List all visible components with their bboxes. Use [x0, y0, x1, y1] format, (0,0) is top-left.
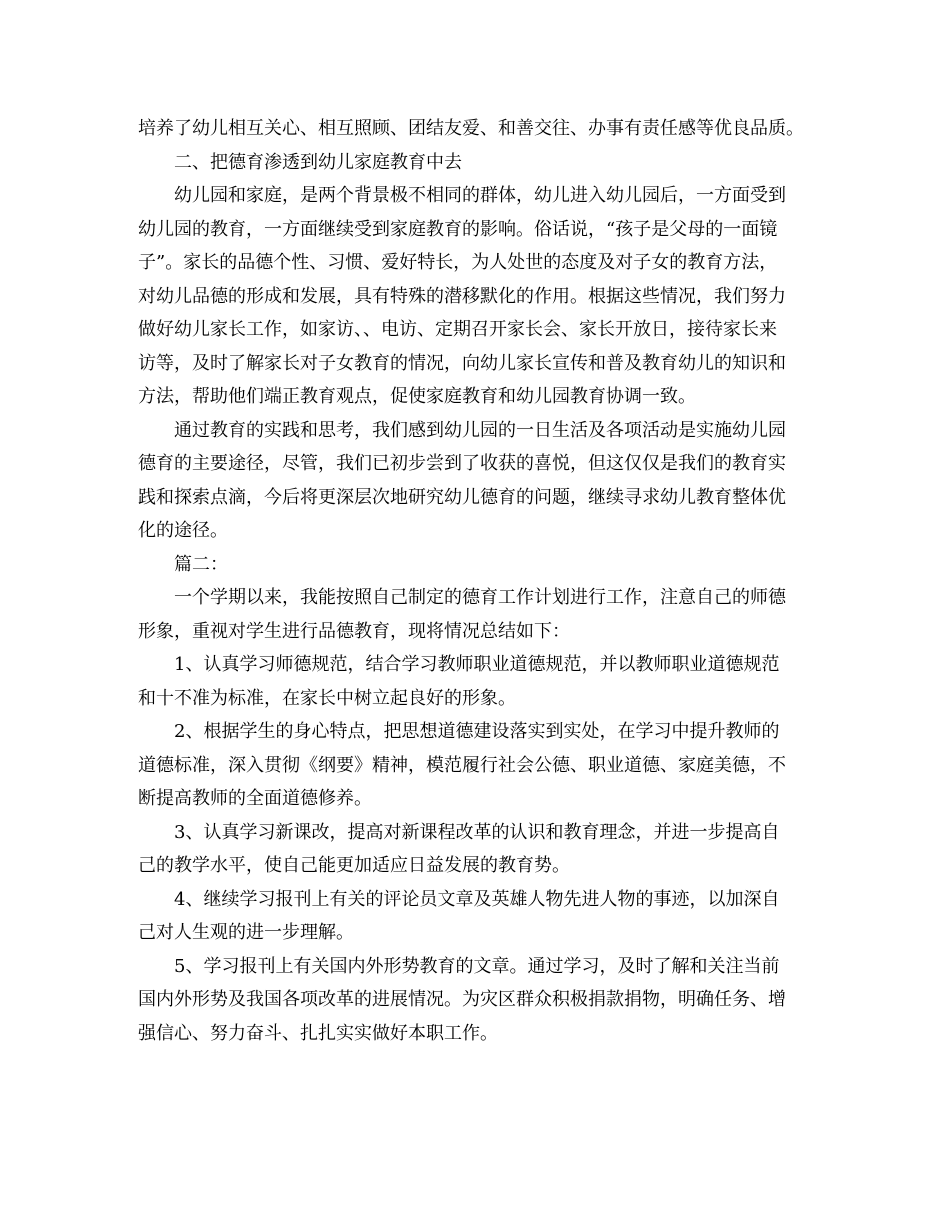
text-line: 篇二： [174, 553, 228, 575]
paragraph [138, 146, 818, 180]
paragraph [138, 715, 818, 816]
paragraph [138, 179, 818, 414]
text-line: 1、认真学习师德规范，结合学习教师职业道德规范，并以教师职业道德规范 [174, 654, 780, 675]
document-page [138, 112, 818, 1050]
text-line: 化的途径。 [138, 520, 228, 541]
paragraph [138, 816, 818, 883]
text-line: 道德标准，深入贯彻《纲要》精神，模范履行社会公德、职业道德、家庭美德，不 [138, 754, 786, 776]
text-line: 子”。家长的品德个性、习惯、爱好特长，为人处世的态度及对子女的教育方法， [138, 252, 778, 273]
paragraph [138, 648, 818, 715]
text-line: 方法，帮助他们端正教育观点，促使家庭教育和幼儿园教育协调一致。 [138, 386, 696, 407]
text-line: 形象，重视对学生进行品德教育，现将情况总结如下： [138, 620, 570, 642]
paragraph [138, 581, 818, 648]
text-line: 己的教学水平，使自己能更加适应日益发展的教育势。 [138, 855, 570, 876]
text-line: 做好幼儿家长工作，如家访、、电访、定期召开家长会、家长开放日，接待家长来 [138, 319, 777, 340]
text-line: 二、把德育渗透到幼儿家庭教育中去 [174, 151, 462, 173]
text-line: 德育的主要途径，尽管，我们已初步尝到了收获的喜悦，但这仅仅是我们的教育实 [138, 453, 786, 474]
text-line: 强信心、努力奋斗、扎扎实实做好本职工作。 [138, 1022, 498, 1044]
text-line: 2、根据学生的身心特点，把思想道德建设落实到实处，在学习中提升教师的 [174, 721, 780, 742]
text-line: 5、学习报刊上有关国内外形势教育的文章。通过学习，及时了解和关注当前 [174, 955, 780, 977]
text-line: 访等，及时了解家长对子女教育的情况，向幼儿家长宣传和普及教育幼儿的知识和 [138, 352, 786, 374]
text-line: 践和探索点滴，今后将更深层次地研究幼儿德育的问题，继续寻求幼儿教育整体优 [138, 486, 786, 508]
text-line: 断提高教师的全面道德修养。 [138, 788, 372, 809]
text-line: 国内外形势及我国各项改革的进展情况。为灾区群众积极捐款捐物，明确任务、增 [138, 989, 786, 1010]
paragraph [138, 414, 818, 548]
paragraph [138, 883, 818, 950]
text-line: 通过教育的实践和思考，我们感到幼儿园的一日生活及各项活动是实施幼儿园 [174, 419, 786, 441]
paragraph [138, 950, 818, 1051]
text-line: 培养了幼儿相互关心、相互照顾、团结友爱、和善交往、办事有责任感等优良品质。 [138, 118, 804, 139]
paragraph [138, 112, 818, 146]
text-line: 3、认真学习新课改，提高对新课程改革的认识和教育理念，并进一步提高自 [174, 821, 780, 843]
text-line: 己对人生观的进一步理解。 [138, 922, 354, 943]
text-line: 4、继续学习报刊上有关的评论员文章及英雄人物先进人物的事迹，以加深自 [174, 888, 780, 910]
text-line: 和十不准为标准，在家长中树立起良好的形象。 [138, 687, 516, 709]
text-line: 幼儿园的教育，一方面继续受到家庭教育的影响。俗话说，“孩子是父母的一面镜 [138, 218, 778, 240]
text-line: 幼儿园和家庭，是两个背景极不相同的群体，幼儿进入幼儿园后，一方面受到 [174, 185, 786, 206]
text-line: 对幼儿品德的形成和发展，具有特殊的潜移默化的作用。根据这些情况，我们努力 [138, 285, 786, 307]
text-line: 一个学期以来，我能按照自己制定的德育工作计划进行工作，注意自己的师德 [174, 587, 786, 608]
paragraph [138, 548, 818, 582]
